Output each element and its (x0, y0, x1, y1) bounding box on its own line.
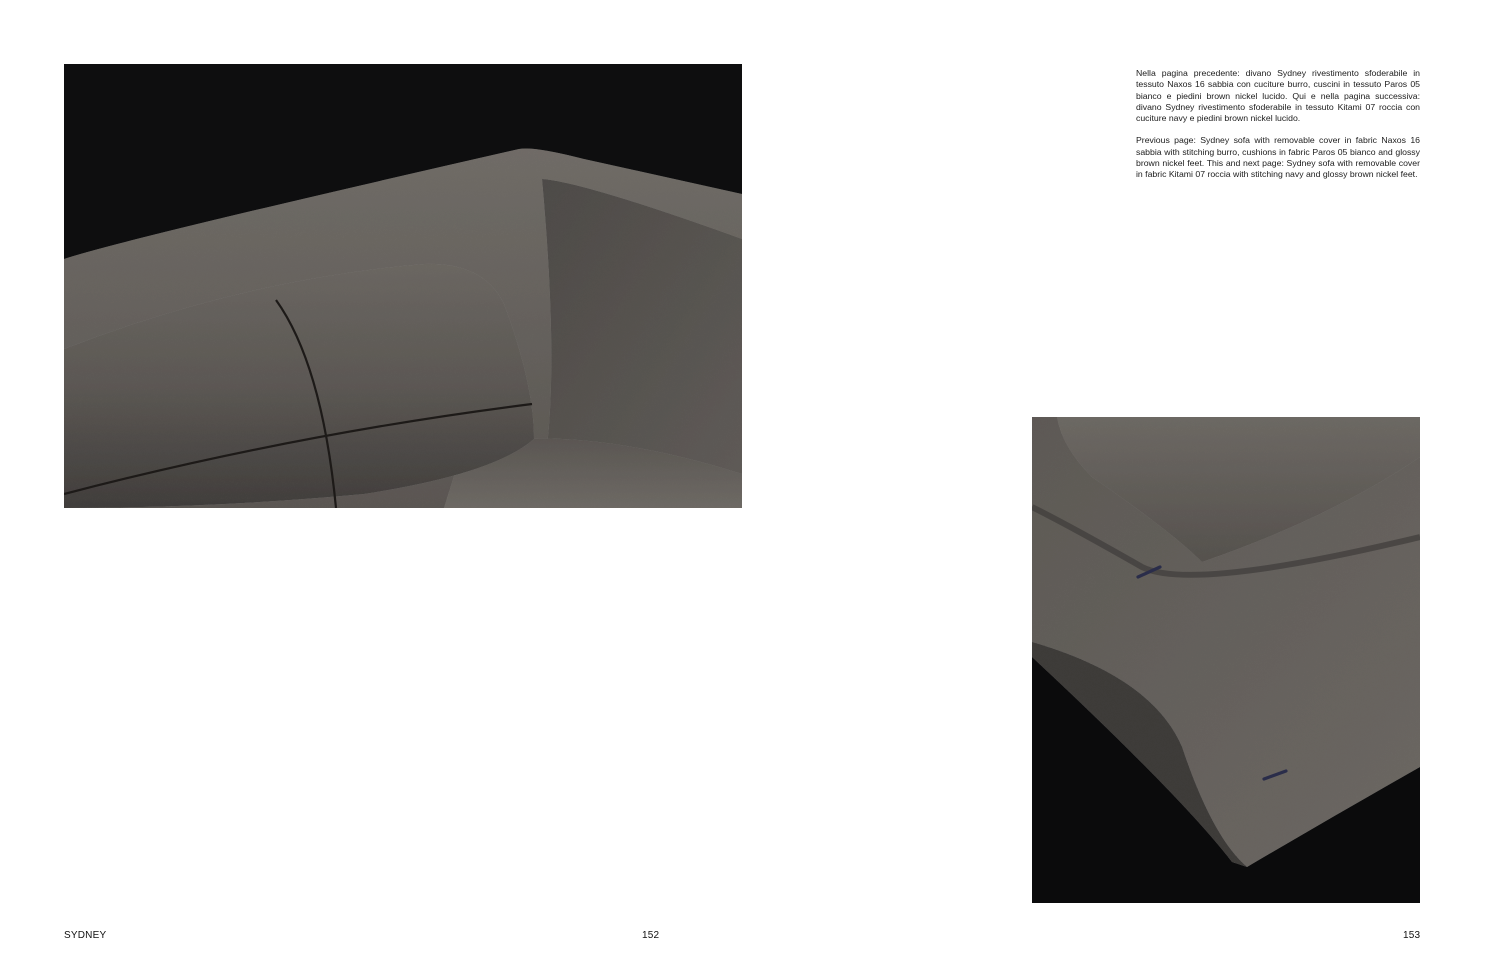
page-number-right: 153 (1403, 930, 1421, 941)
sofa-armrest-illustration (64, 64, 742, 508)
sofa-corner-illustration (1032, 417, 1420, 903)
product-caption (1136, 68, 1420, 192)
sofa-corner-photo (1032, 417, 1420, 903)
sofa-armrest-photo (64, 64, 742, 508)
caption-italian: Nella pagina precedente: divano Sydney rivestimento sfoderabile in tessuto Naxos 16 sabbia con cuciture burro, cuscini in tessuto Paros 05 bianco e piedini brown nickel lucido. Qui e nella pagina successiva: divano Sydney rivestimento sfoderabile in tessuto Kitami 07 roccia con cuciture navy e piedini brown nickel lucido. (1136, 68, 1420, 124)
page-number-left: 152 (642, 930, 660, 941)
caption-english: Previous page: Sydney sofa with removable cover in fabric Naxos 16 sabbia with stitching burro, cushions in fabric Paros 05 bianco and glossy brown nickel feet. This and next page: Sydney sofa with removable cover in fabric Kitami 07 roccia with stitching navy and glossy brown nickel feet. (1136, 135, 1420, 180)
collection-name: SYDNEY (64, 930, 107, 941)
